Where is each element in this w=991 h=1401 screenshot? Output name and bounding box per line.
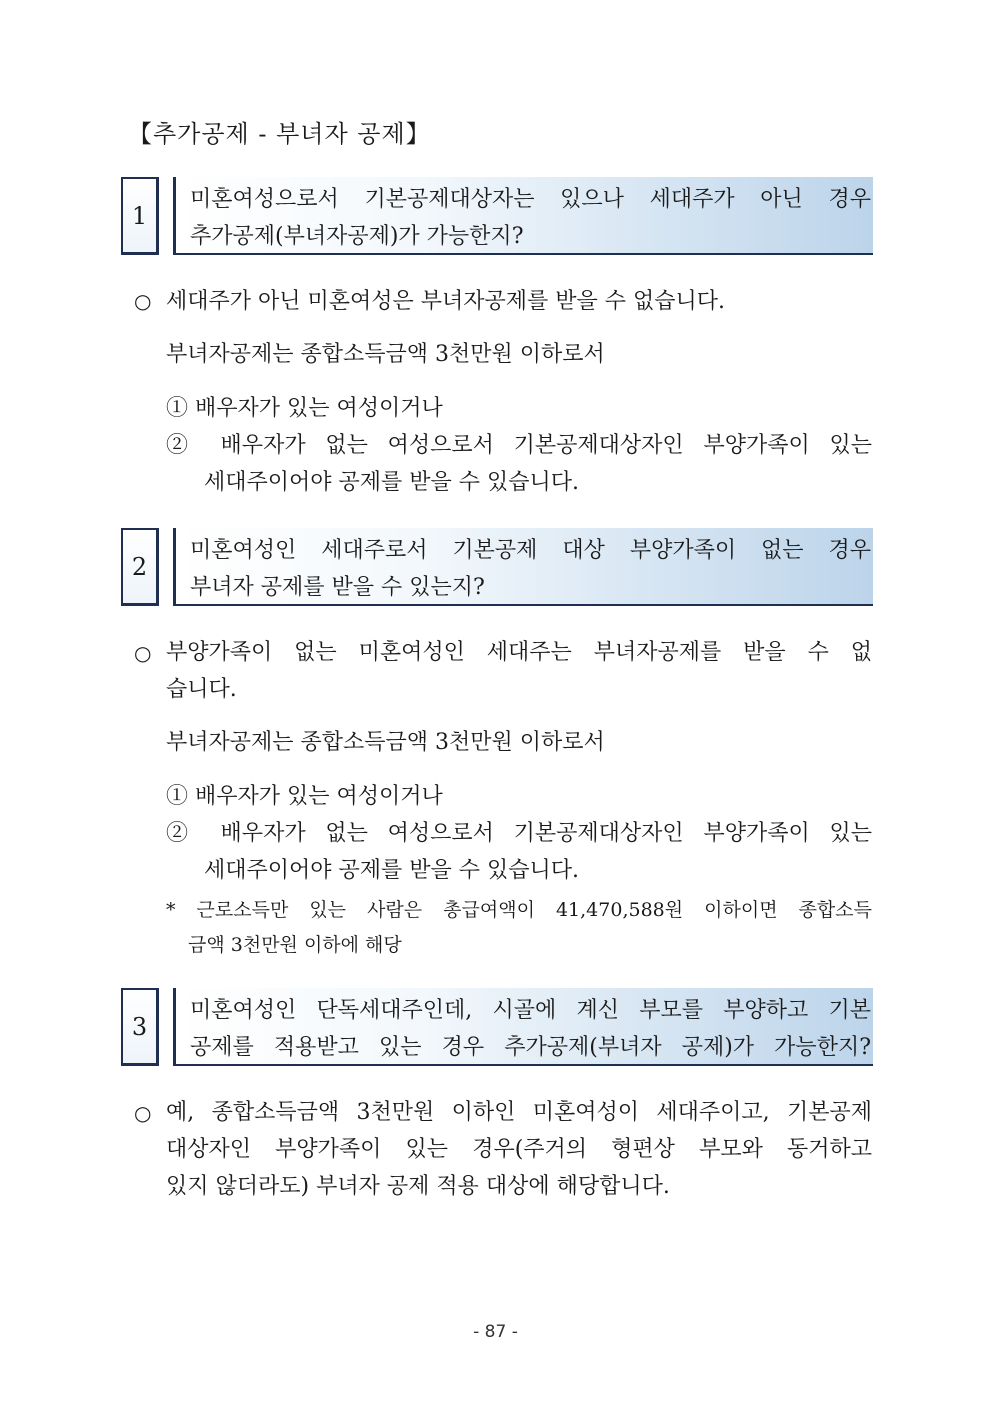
list-item: ② 배우자가 없는 여성으로서 기본공제대상자인 부양가족이 있는 xyxy=(166,433,872,458)
answer-line: 습니다. xyxy=(166,677,237,702)
list-item: ① 배우자가 있는 여성이거나 xyxy=(166,396,443,421)
list-item-continuation: 세대주이어야 공제를 받을 수 있습니다. xyxy=(204,470,579,495)
footnote-continuation: 금액 3천만원 이하에 해당 xyxy=(188,934,402,956)
question-number: 2 xyxy=(121,528,159,606)
question-text xyxy=(173,177,873,255)
question-text xyxy=(173,528,873,606)
question-number: 1 xyxy=(121,177,159,255)
question-line: 공제를 적용받고 있는 경우 추가공제(부녀자 공제)가 가능한지? xyxy=(190,1035,871,1060)
question-text xyxy=(173,988,873,1066)
question-number: 3 xyxy=(121,988,159,1066)
section-title: 【추가공제 - 부녀자 공제】 xyxy=(128,120,431,148)
page-number: - 87 - xyxy=(473,1322,518,1342)
question-box-1 xyxy=(121,177,874,257)
answer-intro: 부녀자공제는 종합소득금액 3천만원 이하로서 xyxy=(166,342,605,367)
question-line: 부녀자 공제를 받을 수 있는지? xyxy=(190,575,485,600)
answer-line: 부양가족이 없는 미혼여성인 세대주는 부녀자공제를 받을 수 없 xyxy=(166,640,872,665)
list-item: ② 배우자가 없는 여성으로서 기본공제대상자인 부양가족이 있는 xyxy=(166,821,872,846)
list-item: ① 배우자가 있는 여성이거나 xyxy=(166,784,443,809)
bullet-icon: ○ xyxy=(134,1101,152,1125)
question-box-3 xyxy=(121,988,874,1068)
footnote: * 근로소득만 있는 사람은 총급여액이 41,470,588원 이하이면 종합소득 xyxy=(166,899,872,921)
answer-line: 예, 종합소득금액 3천만원 이하인 미혼여성이 세대주이고, 기본공제 xyxy=(166,1100,872,1125)
question-line: 추가공제(부녀자공제)가 가능한지? xyxy=(190,224,524,249)
question-line: 미혼여성인 단독세대주인데, 시골에 계신 부모를 부양하고 기본 xyxy=(190,998,871,1023)
bullet-icon: ○ xyxy=(134,641,152,665)
question-box-2 xyxy=(121,528,874,608)
question-line: 미혼여성인 세대주로서 기본공제 대상 부양가족이 없는 경우 xyxy=(190,538,871,563)
question-line: 미혼여성으로서 기본공제대상자는 있으나 세대주가 아닌 경우 xyxy=(190,187,871,212)
list-item-continuation: 세대주이어야 공제를 받을 수 있습니다. xyxy=(204,858,579,883)
answer-intro: 부녀자공제는 종합소득금액 3천만원 이하로서 xyxy=(166,730,605,755)
bullet-icon: ○ xyxy=(134,289,152,313)
answer-line: 있지 않더라도) 부녀자 공제 적용 대상에 해당합니다. xyxy=(166,1174,670,1199)
answer-line: 대상자인 부양가족이 있는 경우(주거의 형편상 부모와 동거하고 xyxy=(166,1137,872,1162)
answer-line: 세대주가 아닌 미혼여성은 부녀자공제를 받을 수 없습니다. xyxy=(166,289,726,314)
